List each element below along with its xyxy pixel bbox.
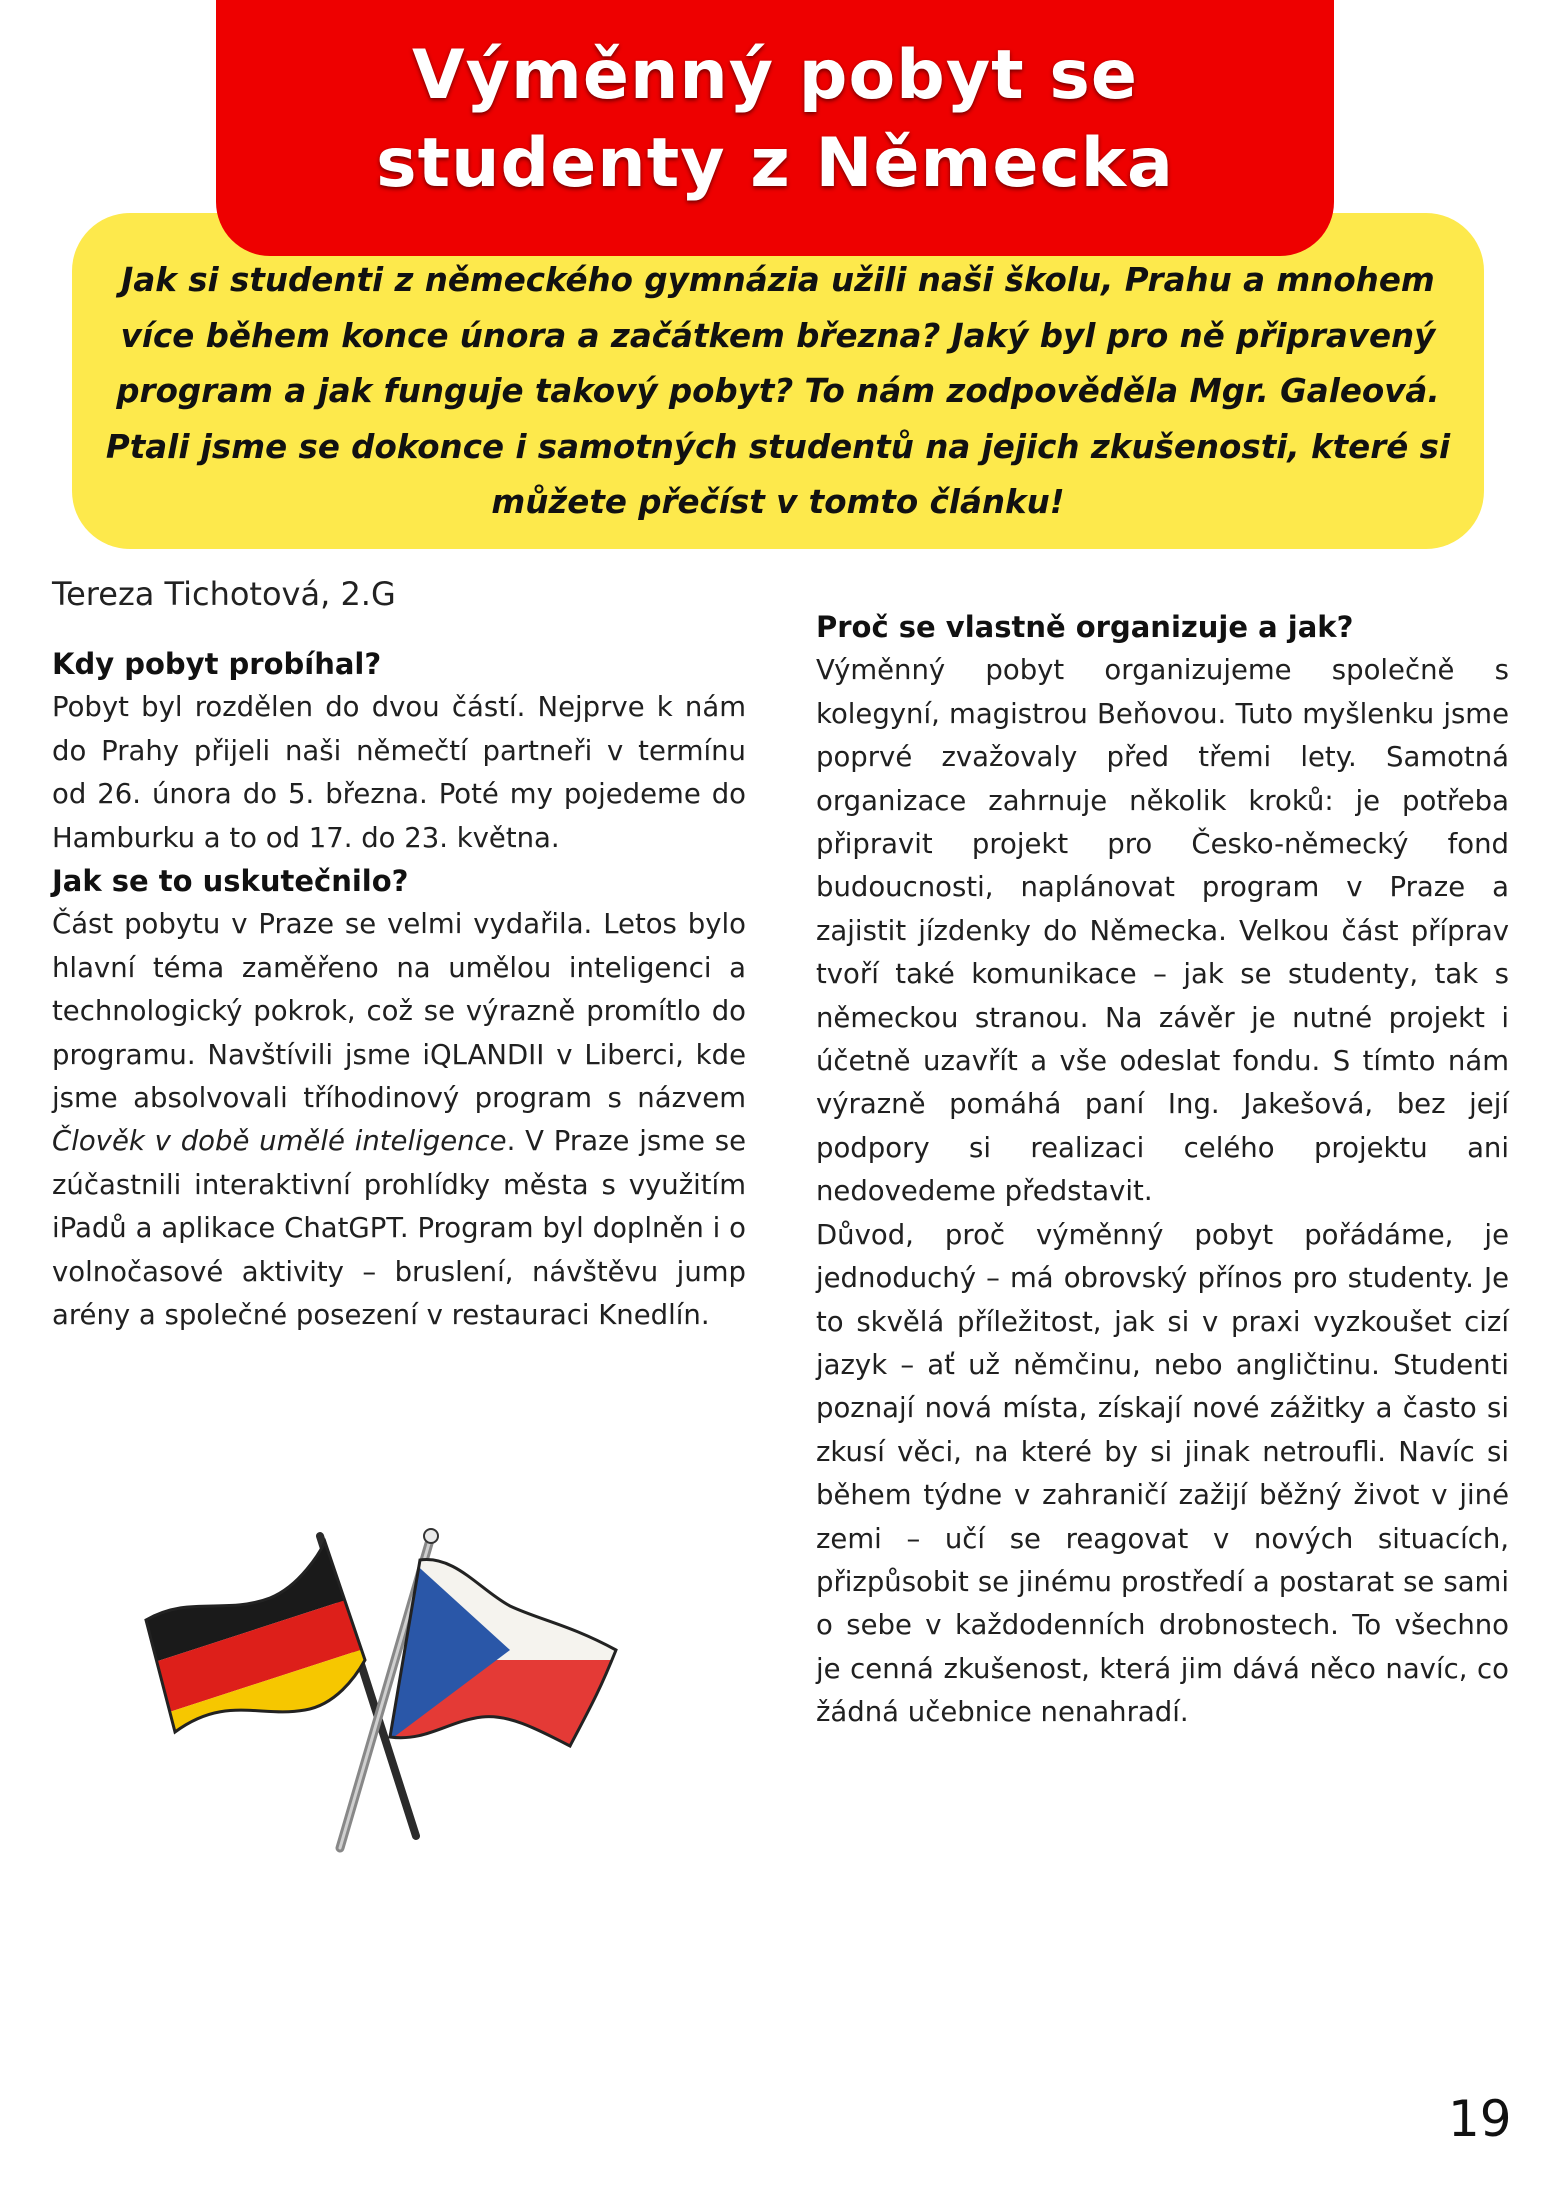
lead-text: Jak si studenti z německého gymnázia užili naši školu, Prahu a mnohem více během konce února a začátkem března? Jaký byl pro ně připravený program a jak funguje takový pobyt? To nám zodpověděla Mgr. Galeová. Ptali jsme se dokonce i samotných studentů na jejich zkušenosti, které si můžete přečíst v tomto článku! — [105, 261, 1451, 521]
section-heading-why: Proč se vlastně organizuje a jak? — [816, 610, 1354, 644]
section-text-when: Pobyt byl rozdělen do dvou částí. Nejprve k nám do Prahy přijeli naši němečtí partneři v termínu od 26. února do 5. března. Poté my pojedeme do Hamburku a to od 17. do 23. května. — [52, 691, 746, 854]
left-column — [52, 643, 746, 1338]
flags-illustration — [130, 1510, 630, 1870]
article-title-banner — [216, 0, 1334, 256]
article-title: Výměnný pobyt se studenty z Německa — [376, 36, 1174, 203]
section-text-how — [52, 903, 746, 1337]
section-text-why-1: Výměnný pobyt organizujeme společně s kolegyní, magistrou Beňovou. Tuto myšlenku jsme poprvé zvažovaly před třemi lety. Samotná organizace zahrnuje několik kroků: je potřeba připravit projekt pro Česko-německý fond budoucnosti, naplánovat program v Praze a zajistit jízdenky do Německa. Velkou část příprav tvoří také komunikace – jak se studenty, tak s německou stranou. Na závěr je nutné projekt i účetně uzavřít a vše odeslat fondu. S tímto nám výrazně pomáhá paní Ing. Jakešová, bez její podpory si realizaci celého projektu ani nedovedeme představit. — [816, 654, 1509, 1208]
lead-box — [72, 213, 1484, 549]
page-number: 19 — [1448, 2090, 1512, 2148]
section-text-why-2: Důvod, proč výměnný pobyt pořádáme, je jednoduchý – má obrovský přínos pro studenty. Je to skvělá příležitost, jak si v praxi vyzkoušet cizí jazyk – ať už němčinu, nebo angličtinu. Studenti poznají nová místa, získají nové zážitky a často si zkusí věci, na které by si jinak netroufli. Navíc si během týdne v zahraničí zažijí běžný život v jiné zemi – učí se reagovat v nových situacích, přizpůsobit se jinému prostředí a postarat se sami o sebe v každodenních drobnostech. To všechno je cenná zkušenost, která jim dává něco navíc, co žádná učebnice nenahradí. — [816, 1218, 1509, 1729]
section-text-how-part2: . V Praze jsme se zúčastnili interaktivní prohlídky města s využitím iPadů a aplikace ChatGPT. Program byl doplněn i o volnočasové aktivity – bruslení, návštěvu jump arény a společné posezení v restauraci Knedlín. — [52, 1125, 746, 1332]
section-heading-when: Kdy pobyt probíhal? — [52, 647, 382, 681]
czech-flag — [370, 1530, 630, 1780]
section-text-how-part1: Část pobytu v Praze se velmi vydařila. Letos bylo hlavní téma zaměřeno na umělou inteligenci a technologický pokrok, což se výrazně promítlo do programu. Navštívili jsme iQLANDII v Liberci, kde jsme absolvovali tříhodinový program s názvem — [52, 908, 746, 1115]
author-byline: Tereza Tichotová, 2.G — [52, 575, 396, 613]
crossed-german-czech-flags-icon — [130, 1510, 630, 1870]
right-column — [816, 606, 1509, 1735]
czech-flag-pole-finial — [424, 1529, 438, 1543]
section-heading-how: Jak se to uskutečnilo? — [52, 864, 409, 899]
program-name: Člověk v době umělé inteligence — [52, 1125, 507, 1158]
